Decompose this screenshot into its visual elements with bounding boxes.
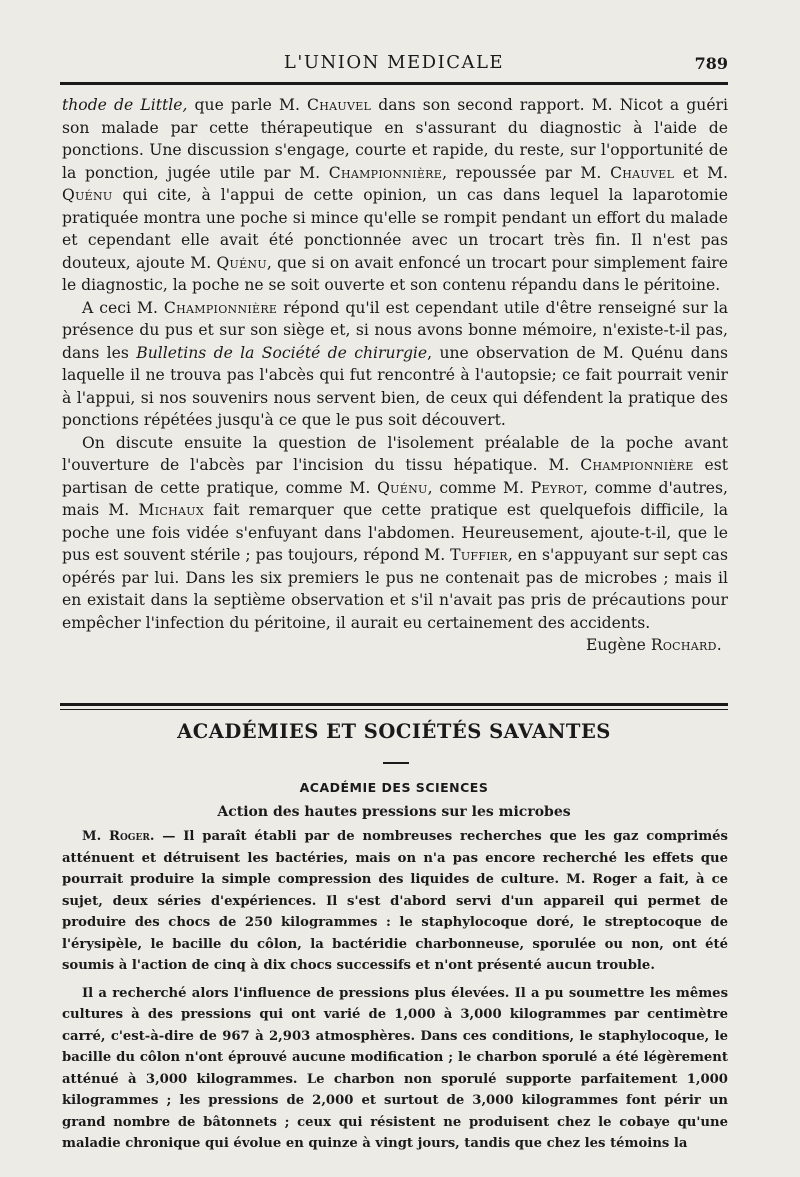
- person-name: Quénu: [62, 186, 113, 204]
- text-run: , repoussée par M.: [442, 163, 611, 182]
- text-run: que parle M.: [187, 96, 308, 114]
- text-run: est partisan de cette pratique, comme M.: [62, 456, 728, 497]
- text-run: , une observation de M. Quénu dans laquelle il ne trouva pas l'abcès qui fut rencontré à l'autopsie; ce fait pourrait venir à l'appui, si nos souvenirs nous servent bien, de ceux qui défendent la pratique des ponctions répétées jusqu'à ce que le pus soit découvert.: [62, 343, 728, 429]
- text-run: , que si on avait enfoncé un trocart pour simplement faire le diagnostic, la poche ne se soit ouverte et son contenu répandu dans le péritoine.: [62, 253, 728, 294]
- paragraph: Il a recherché alors l'influence de pressions plus élevées. Il a pu soumettre les mêmes cultures à des pressions qui ont varié de 1,000 à 3,000 kilogrammes par centimètre carré, c'est-à-dire de 967 à 2,903 atmosphères. Dans ces conditions, le staphylocoque, le bacille du côlon n'ont éprouvé aucune modification ; le charbon sporulé a été légèrement atténué à 3,000 kilogrammes. Le charbon non sporulé supporte parfaitement 1,000 kilogrammes ; les pressions de 2,000 et surtout de 3,000 kilogrammes font périr un grand nombre de bâtonnets ; ceux qui résistent ne produisent chez le cobaye qu'une maladie chronique qui évolue en quinze à vingt jours, tandis que chez les témoins la: [62, 985, 728, 1151]
- text-run: , en s'appuyant sur sept cas opérés par lui. Dans les six premiers le pus ne contenait pas de microbes ; mais il en existait dans la septième observation et s'il n'avait pas pris de précautions pour empêcher l'infection du péritoine, il aurait eu certainement des accidents.: [62, 546, 728, 632]
- text-run: — Il paraît établi par de nombreuses recherches que les gaz comprimés atténuent et détruisent les bactéries, mais on n'a pas encore recherché les effets que pourrait produire la simple compression des liquides de culture. M. Roger a fait, à ce sujet, deux séries d'expériences. Il s'est d'abord servi d'un appareil qui permet de produire des chocs de 250 kilogrammes : le staphylocoque doré, le streptocoque de l'érysipèle, le bacille du côlon, la bactéridie charbonneuse, sporulée ou non, ont été soumis à l'action de cinq à dix chocs successifs et n'ont présenté aucun trouble.: [62, 829, 728, 973]
- text-run: A ceci M.: [82, 298, 164, 317]
- paragraph: [62, 297, 728, 432]
- person-name: Peyrot: [530, 478, 583, 497]
- italic-text: thode de Little,: [62, 96, 188, 114]
- report-body: [62, 826, 728, 1155]
- section-rule-top: [60, 703, 728, 706]
- text-run: , comme d'autres, mais M.: [62, 478, 728, 519]
- text-run: répond qu'il est cependant utile d'être renseigné sur la présence du pus et sur son siège et, si nous avons bonne mémoire, n'existe-t-il pas, dans les: [62, 298, 728, 362]
- person-name: Michaux: [138, 501, 204, 519]
- text-run: qui cite, à l'appui de cette opinion, un cas dans lequel la laparotomie pratiquée montra une poche si mince qu'elle se rompit pendant un effort du malade et cependant elle avait été ponctionnée avec un trocart très fin. Il n'est pas douteux, ajoute M.: [62, 186, 728, 272]
- person-name: Championnière: [580, 456, 694, 474]
- page-number: 789: [694, 54, 728, 73]
- person-name: Chauvel: [610, 163, 675, 182]
- header-rule: [60, 82, 728, 85]
- running-title: L'UNION MEDICALE: [283, 52, 505, 73]
- speaker-name: M. Roger.: [82, 829, 155, 844]
- signature-first-name: Eugène: [585, 636, 651, 654]
- paragraph: [62, 432, 728, 635]
- article-title: Action des hautes pressions sur les microbes: [217, 804, 571, 820]
- text-run: fait remarquer que cette pratique est quelquefois difficile, la poche une fois vidée s'enfuyant dans l'abdomen. Heureusement, ajoute-t-il, que le pus est souvent stérile ; pas toujours, répond M.: [62, 501, 728, 564]
- person-name: Chauvel: [307, 96, 372, 114]
- person-name: Championnière: [163, 298, 278, 317]
- paragraph: [62, 94, 728, 297]
- text-run: , comme M.: [427, 478, 531, 497]
- person-name: Quénu: [377, 478, 428, 497]
- text-run: On discute ensuite la question de l'isolement préalable de la poche avant l'ouverture de l'abcès par l'incision du tissu hépatique. M.: [62, 433, 728, 474]
- section-rule-bottom: [60, 709, 728, 710]
- academy-heading: ACADÉMIE DES SCIENCES: [299, 780, 489, 795]
- text-run: et M.: [674, 163, 728, 182]
- section-title: ACADÉMIES ET SOCIÉTÉS SAVANTES: [177, 720, 611, 743]
- person-name: Tuffier: [450, 546, 508, 564]
- running-head: [60, 52, 728, 76]
- signature-last-name: Rochard.: [650, 636, 722, 654]
- text-run: dans son second rapport. M. Nicot a guéri son malade par cette thérapeutique en s'assurant du diagnostic à l'aide de ponctions. Une discussion s'engage, courte et rapide, du reste, sur l'opportunité de la ponction, jugée utile par M.: [62, 96, 728, 182]
- paragraph: [62, 826, 728, 977]
- person-name: Quénu: [216, 253, 267, 272]
- section-dash: [383, 762, 409, 764]
- italic-text: Bulletins de la Société de chirurgie: [136, 343, 428, 362]
- signature: [62, 634, 728, 657]
- person-name: Championnière: [328, 163, 443, 182]
- article-body: [62, 94, 728, 657]
